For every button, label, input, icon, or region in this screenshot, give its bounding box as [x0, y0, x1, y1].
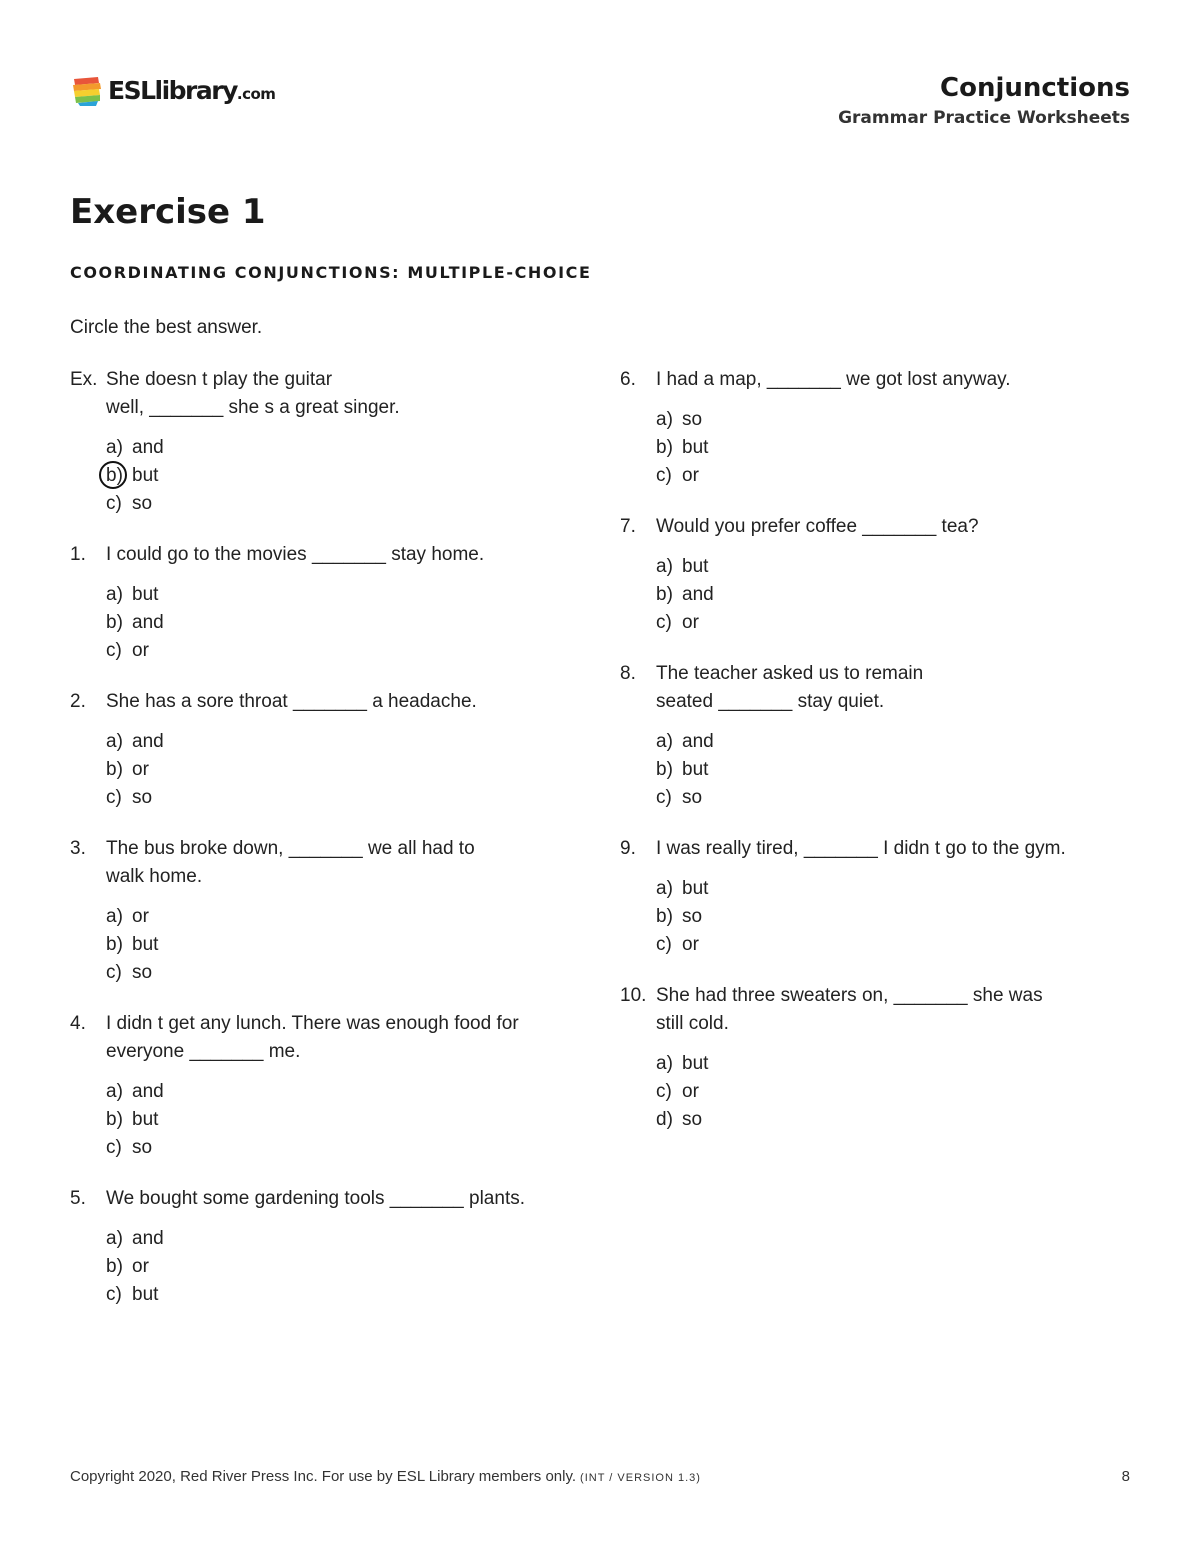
worksheet-title: Conjunctions: [940, 73, 1130, 103]
question-text: She doesn t play the guitar well, _______ she s a great singer.: [106, 369, 400, 418]
answer-options: [656, 875, 1120, 959]
option-letter: b): [106, 612, 123, 633]
answer-options: [656, 728, 1120, 812]
esl-library-logo: [70, 70, 275, 110]
question-item: [70, 366, 570, 518]
option-text: or: [682, 612, 699, 633]
answer-options: [106, 434, 570, 518]
answer-option[interactable]: [106, 637, 570, 665]
answer-option[interactable]: [106, 959, 570, 987]
option-letter: b): [656, 906, 673, 927]
question-item: [620, 660, 1120, 812]
question-number: 3.: [70, 838, 86, 859]
answer-option[interactable]: [106, 1225, 570, 1253]
option-text: but: [682, 556, 709, 577]
question-item: [620, 982, 1120, 1134]
question-number: 5.: [70, 1188, 86, 1209]
option-letter: c): [656, 934, 672, 955]
option-text: and: [682, 584, 714, 605]
book-stack-icon: [70, 73, 104, 107]
option-text: or: [132, 906, 149, 927]
option-letter: c): [656, 612, 672, 633]
question-number: 7.: [620, 516, 636, 537]
answer-option[interactable]: [106, 931, 570, 959]
option-letter: c): [106, 962, 122, 983]
option-letter: a): [106, 906, 123, 927]
footer-copyright: [70, 1466, 701, 1489]
answer-option[interactable]: [106, 1106, 570, 1134]
questions-right-column: [620, 366, 1120, 1134]
question-text: The bus broke down, _______ we all had to walk home.: [106, 838, 475, 887]
answer-option[interactable]: [106, 490, 570, 518]
option-letter: c): [106, 787, 122, 808]
answer-option[interactable]: [106, 756, 570, 784]
answer-option[interactable]: [106, 1253, 570, 1281]
option-text: or: [682, 465, 699, 486]
questions-left-column: [70, 366, 570, 1309]
question-number: 4.: [70, 1013, 86, 1034]
question-text: Would you prefer coffee _______ tea?: [656, 516, 979, 537]
option-text: but: [132, 934, 159, 955]
answer-options: [656, 406, 1120, 490]
answer-option[interactable]: [656, 462, 1120, 490]
option-letter: a): [106, 437, 123, 458]
option-text: so: [682, 906, 703, 927]
page-number: 8: [1121, 1468, 1130, 1485]
question-number: 6.: [620, 369, 636, 390]
question-text: I was really tired, _______ I didn t go to the gym.: [656, 838, 1066, 859]
answer-options: [106, 1225, 570, 1309]
question-number: 8.: [620, 663, 636, 684]
answer-options: [656, 553, 1120, 637]
option-text: or: [682, 1081, 699, 1102]
option-text: and: [132, 612, 164, 633]
answer-options: [106, 581, 570, 665]
answer-options: [106, 728, 570, 812]
question-text: I didn t get any lunch. There was enough food for everyone _______ me.: [106, 1013, 519, 1062]
option-text: and: [132, 437, 164, 458]
option-letter: a): [106, 1228, 123, 1249]
answer-option[interactable]: [106, 1281, 570, 1309]
option-text: and: [132, 731, 164, 752]
question-item: [70, 541, 570, 665]
option-letter: b): [106, 759, 123, 780]
answer-option[interactable]: [106, 462, 570, 490]
option-text: so: [682, 409, 703, 430]
answer-option[interactable]: [106, 784, 570, 812]
answer-options: [106, 1078, 570, 1162]
question-number: 1.: [70, 544, 86, 565]
worksheet-header: [838, 72, 1130, 130]
option-letter: c): [106, 640, 122, 661]
option-text: or: [132, 1256, 149, 1277]
option-letter: a): [106, 584, 123, 605]
option-text: so: [682, 1109, 703, 1130]
copyright-text: Copyright 2020, Red River Press Inc. For use by ESL Library members only.: [70, 1468, 577, 1485]
option-text: but: [132, 1109, 159, 1130]
option-text: so: [682, 787, 703, 808]
answer-option[interactable]: [656, 1050, 1120, 1078]
option-letter: c): [106, 1284, 122, 1305]
question-number: 2.: [70, 691, 86, 712]
question-number: 9.: [620, 838, 636, 859]
option-letter: c): [106, 493, 122, 514]
option-text: so: [132, 493, 153, 514]
answer-option[interactable]: [656, 581, 1120, 609]
question-item: [620, 835, 1120, 959]
option-text: but: [682, 437, 709, 458]
answer-option[interactable]: [656, 931, 1120, 959]
answer-option[interactable]: [656, 903, 1120, 931]
option-letter: c): [656, 465, 672, 486]
question-text: She has a sore throat _______ a headache.: [106, 691, 477, 712]
answer-option[interactable]: [656, 434, 1120, 462]
question-item: [620, 513, 1120, 637]
answer-option[interactable]: [656, 609, 1120, 637]
answer-option[interactable]: [656, 406, 1120, 434]
answer-option[interactable]: [656, 1106, 1120, 1134]
question-item: [620, 366, 1120, 490]
answer-option[interactable]: [106, 609, 570, 637]
answer-option[interactable]: [106, 434, 570, 462]
answer-option[interactable]: [656, 784, 1120, 812]
answer-option[interactable]: [106, 903, 570, 931]
question-item: [70, 835, 570, 987]
option-letter: a): [106, 731, 123, 752]
option-letter: b): [106, 1109, 123, 1130]
answer-option[interactable]: [656, 875, 1120, 903]
option-text: or: [132, 759, 149, 780]
option-letter: b): [106, 465, 123, 486]
answer-option[interactable]: [656, 1078, 1120, 1106]
question-text: We bought some gardening tools _______ plants.: [106, 1188, 526, 1209]
question-item: [70, 688, 570, 812]
question-number: 10.: [620, 985, 647, 1006]
option-text: but: [682, 878, 709, 899]
option-text: so: [132, 1137, 153, 1158]
option-letter: b): [656, 759, 673, 780]
option-text: but: [132, 465, 159, 486]
circled-answer-mark: [99, 461, 127, 489]
option-letter: a): [656, 878, 673, 899]
option-letter: a): [656, 556, 673, 577]
option-text: but: [682, 759, 709, 780]
option-letter: b): [106, 934, 123, 955]
answer-option[interactable]: [656, 728, 1120, 756]
option-letter: c): [106, 1137, 122, 1158]
question-text: I had a map, _______ we got lost anyway.: [656, 369, 1011, 390]
option-text: but: [682, 1053, 709, 1074]
option-letter: a): [656, 1053, 673, 1074]
option-text: but: [132, 1284, 159, 1305]
answer-option[interactable]: [656, 553, 1120, 581]
option-letter: b): [656, 584, 673, 605]
answer-option[interactable]: [106, 1078, 570, 1106]
logo-text: ESLlibrary.com: [108, 75, 276, 105]
option-text: or: [132, 640, 149, 661]
version-text: (INT / VERSION 1.3): [580, 1472, 701, 1484]
option-text: and: [682, 731, 714, 752]
option-letter: c): [656, 1081, 672, 1102]
question-item: [70, 1185, 570, 1309]
question-number: Ex.: [70, 369, 98, 390]
option-letter: a): [106, 1081, 123, 1102]
option-letter: a): [656, 409, 673, 430]
worksheet-subtitle: Grammar Practice Worksheets: [838, 108, 1130, 128]
option-text: or: [682, 934, 699, 955]
option-letter: d): [656, 1109, 673, 1130]
answer-option[interactable]: [656, 756, 1120, 784]
option-text: and: [132, 1228, 164, 1249]
option-letter: b): [106, 1256, 123, 1277]
answer-option[interactable]: [106, 1134, 570, 1162]
answer-option[interactable]: [106, 581, 570, 609]
exercise-title: Exercise 1: [70, 192, 266, 232]
section-title: COORDINATING CONJUNCTIONS: MULTIPLE-CHOICE: [70, 263, 592, 282]
option-text: so: [132, 787, 153, 808]
option-text: but: [132, 584, 159, 605]
answer-options: [656, 1050, 1120, 1134]
option-text: and: [132, 1081, 164, 1102]
question-item: [70, 1010, 570, 1162]
option-letter: a): [656, 731, 673, 752]
instructions: Circle the best answer.: [70, 317, 263, 338]
option-letter: c): [656, 787, 672, 808]
answer-option[interactable]: [106, 728, 570, 756]
question-text: The teacher asked us to remain seated _______ stay quiet.: [656, 663, 924, 712]
option-text: so: [132, 962, 153, 983]
option-letter: b): [656, 437, 673, 458]
question-text: I could go to the movies _______ stay home.: [106, 544, 485, 565]
question-text: She had three sweaters on, _______ she was still cold.: [656, 985, 1043, 1034]
answer-options: [106, 903, 570, 987]
